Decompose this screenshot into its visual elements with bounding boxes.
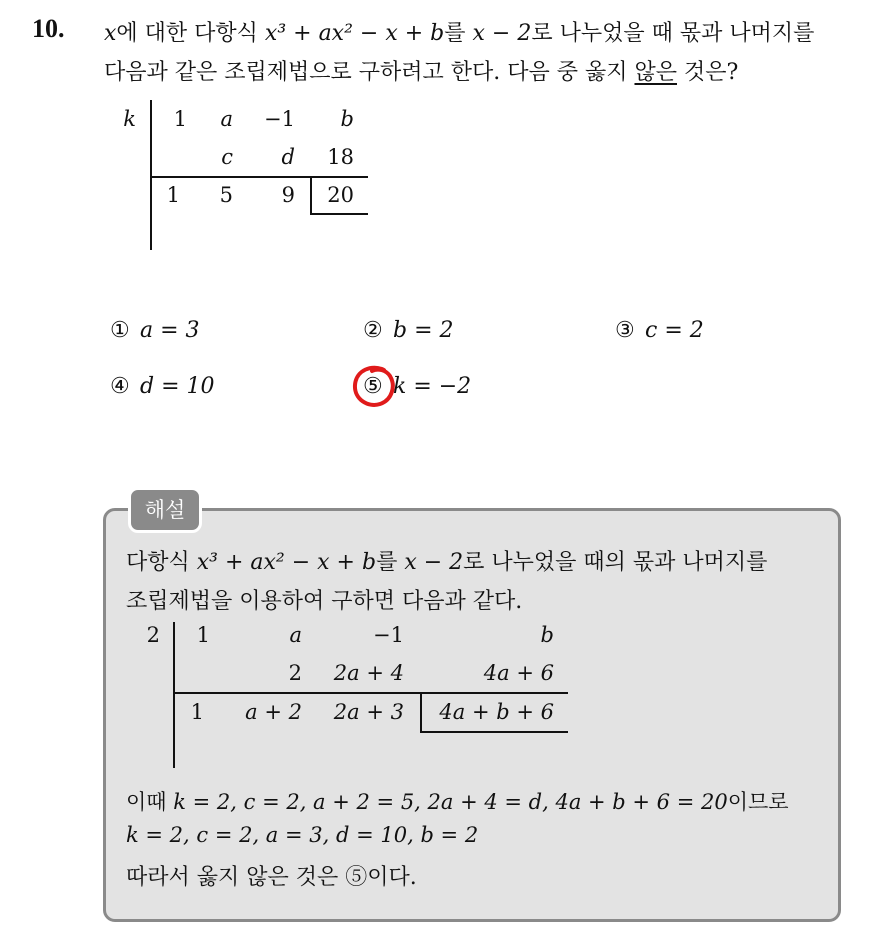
table2-divisor: 2 (146, 623, 160, 647)
table1-r1-c4: b (340, 107, 354, 131)
choice-1-text: a = 3 (140, 318, 200, 343)
choice-1[interactable] (110, 318, 200, 343)
s-line3-post: 이므로 (727, 790, 789, 814)
choice-4-number: ④ (110, 374, 130, 399)
s-line3-math: k = 2, c = 2, a + 2 = 5, 2a + 4 = d, 4a + b + 6 = 20 (173, 790, 728, 814)
table1-r1-c2: a (220, 107, 233, 131)
q-text-3: 로 나누었을 때 몫과 나머지를 (531, 21, 815, 46)
s-text-1: 다항식 (126, 550, 197, 575)
solution-line-4: k = 2, c = 2, a = 3, d = 10, b = 2 (126, 823, 479, 847)
table2-r3-c1: 1 (190, 700, 204, 724)
table2-r1-c4: b (540, 623, 554, 647)
table2-r1-c1: 1 (196, 623, 210, 647)
table2-r2-c3: 2a + 4 (333, 661, 404, 685)
choice-3-text: c = 2 (645, 318, 704, 343)
table2-r2-c4: 4a + 6 (483, 661, 554, 685)
choice-4[interactable] (110, 374, 215, 399)
table1-r3-c2: 5 (219, 183, 233, 207)
table1-r2-c4: 18 (327, 145, 354, 169)
question-line-1 (104, 16, 814, 47)
question-number: 10. (32, 14, 65, 43)
table2-r3-c3: 2a + 3 (333, 700, 404, 724)
q-text-1: 에 대한 다항식 (116, 21, 265, 46)
solution-line-2: 조립제법을 이용하여 구하면 다음과 같다. (126, 589, 523, 614)
s-polynomial: x³ + ax² − x + b (196, 550, 377, 575)
s-text-2: 를 (376, 550, 405, 575)
choice-3[interactable] (615, 318, 704, 343)
q-text-2: 를 (444, 21, 473, 46)
choice-3-number: ③ (615, 318, 635, 343)
table1-remainder-bottom-rule (310, 213, 368, 215)
q-polynomial: x³ + ax² − x + b (264, 21, 445, 46)
table2-r2-c2: 2 (288, 661, 302, 685)
s-text-3: 로 나누었을 때의 몫과 나머지를 (463, 550, 768, 575)
table1-r2-c2: c (221, 145, 233, 169)
q-line2-underlined: 않은 (634, 60, 677, 85)
question-line-2 (104, 55, 738, 86)
solution-line-5: 따라서 옳지 않은 것은 ⑤이다. (126, 865, 417, 890)
table1-horizontal-rule (150, 176, 368, 178)
s-line3-pre: 이때 (126, 790, 174, 814)
choice-5-number: ⑤ (363, 374, 383, 399)
choice-5-text: k = −2 (393, 374, 472, 399)
table1-divisor: k (123, 107, 136, 131)
table2-r3-c4: 4a + b + 6 (439, 700, 554, 724)
table1-r3-c3: 9 (281, 183, 295, 207)
solution-line-3 (126, 786, 789, 816)
choice-2-number: ② (363, 318, 383, 343)
table2-r1-c2: a (289, 623, 302, 647)
table2-remainder-bottom-rule (420, 731, 568, 733)
var-x: x (104, 21, 117, 46)
table1-r1-c3: −1 (264, 107, 295, 131)
table2-r3-c2: a + 2 (245, 700, 302, 724)
s-divisor: x − 2 (404, 550, 464, 575)
table2-r1-c3: −1 (373, 623, 404, 647)
solution-line-1 (126, 545, 767, 576)
table2-remainder-left-rule (420, 692, 422, 732)
answer-mark-circle (350, 362, 400, 412)
table1-r1-c1: 1 (173, 107, 187, 131)
table2-vertical-rule (173, 622, 175, 768)
table1-r3-c4: 20 (327, 183, 354, 207)
choice-2[interactable] (363, 318, 454, 343)
table2-horizontal-rule (173, 692, 568, 694)
table1-r2-c3: d (281, 145, 295, 169)
choice-1-number: ① (110, 318, 130, 343)
choice-4-text: d = 10 (140, 374, 215, 399)
q-line2-pre: 다음과 같은 조립제법으로 구하려고 한다. 다음 중 옳지 (104, 60, 635, 85)
solution-tag: 해설 (128, 487, 202, 533)
table1-r3-c1: 1 (166, 183, 180, 207)
q-line2-post: 것은? (677, 60, 739, 85)
q-divisor: x − 2 (472, 21, 532, 46)
choice-2-text: b = 2 (393, 318, 454, 343)
